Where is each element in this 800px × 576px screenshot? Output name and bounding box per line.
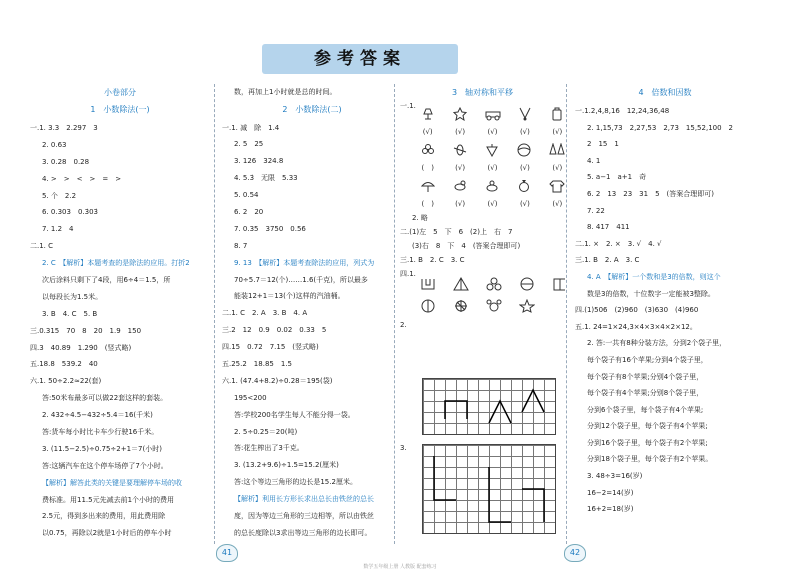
answer-line: 每个袋子有16个苹果;分到4个袋子里， — [587, 355, 708, 364]
answer-line: 五.1. 24=1×24,3×4×3×4×2×12。 — [575, 322, 697, 331]
answer-line: 5. 个 2.2 — [42, 191, 77, 200]
answer-line: 9. 13 【解析】本题考查除法的应用，列式为 — [234, 258, 375, 267]
answer-line: 二.(1)左 5 下 6 (2)上 右 7 — [400, 228, 513, 236]
answer-line: 2 15 1 — [587, 140, 619, 149]
shirt-icon — [549, 178, 565, 194]
answer-line: 4. 1 — [587, 156, 601, 165]
column-1 — [30, 84, 210, 542]
symmetry-mouse-icon — [486, 298, 502, 314]
lamp-icon — [420, 106, 435, 122]
answer-line: 六.1. 50÷2.2≈22(套) — [30, 377, 102, 386]
answer-line: 答:货车每小时比卡车少行驶16千米。 — [42, 428, 159, 437]
answer-mark: (√) — [552, 163, 563, 172]
answer-line: 三.1. B 2. C 3. C — [400, 256, 465, 264]
answer-line: 7. 22 — [587, 206, 605, 215]
answer-mark: (√) — [487, 127, 498, 136]
unit-heading: 4 倍数和因数 — [638, 88, 692, 97]
column-divider — [214, 84, 215, 544]
answer-line: 6. 2 20 — [234, 207, 264, 216]
unit-heading: 2 小数除法(二) — [282, 104, 342, 114]
answer-line: 答:学校200名学生每人不能分得一袋。 — [234, 410, 355, 419]
answer-line: 答:这个等边三角形的边长是15.2厘米。 — [234, 478, 357, 487]
turtle-icon — [485, 178, 500, 194]
answer-line: 16−2=14(岁) — [587, 488, 634, 497]
symmetry-wheel-icon — [453, 298, 469, 314]
symmetry-square-icon — [552, 276, 565, 292]
answer-line: 二.1. C — [30, 242, 54, 251]
answer-line: 分到16个袋子里，每个袋子有2个苹果; — [587, 438, 708, 447]
answer-line: (3)右 8 下 4 (答案合理即可) — [412, 242, 521, 250]
symmetry-grid — [422, 444, 556, 534]
flower-icon — [420, 142, 435, 158]
answer-line: 70÷5.7＝12(个)……1.6(千克)，所以最多 — [234, 275, 368, 284]
answer-mark: ( ) — [421, 199, 434, 208]
translation-grid — [422, 378, 556, 435]
answer-line: 2. 0.63 — [42, 140, 67, 149]
symmetry-flower-icon — [486, 276, 502, 292]
answer-mark: (√) — [455, 127, 466, 136]
tree-icon — [549, 142, 565, 158]
figure-row — [400, 139, 565, 161]
answer-line: 一.1. 减 除 1.4 — [222, 123, 280, 132]
spinning-top-icon — [485, 142, 500, 158]
answer-line: 五.18.8 539.2 40 — [30, 360, 98, 369]
figure-row — [400, 103, 565, 125]
answer-line: 答:这辆汽车在这个停车场停了7个小时。 — [42, 461, 168, 470]
page-number-left: 41 — [216, 544, 238, 562]
answer-mark: (√) — [519, 199, 530, 208]
answer-line: 4. 5.3̇ 无限 5.33 — [234, 174, 298, 183]
answer-mark: (√) — [552, 127, 563, 136]
answer-line: 8. 417 411 — [587, 223, 630, 232]
answer-marks-row — [400, 161, 565, 175]
answer-line: 16+2=18(岁) — [587, 505, 634, 514]
answer-line: 【解析】解答此类的关键是要理解停车场的收 — [42, 478, 182, 487]
answer-mark: ( ) — [421, 163, 434, 172]
bug-icon — [452, 142, 467, 158]
answer-line: 每个袋子有8个苹果;分别4个袋子里， — [587, 372, 704, 381]
symmetry-figures-row — [400, 295, 565, 317]
answer-line: 3. B 4. C 5. B — [42, 309, 98, 318]
answer-line: 2.5元，得到多出来的费用，用此费用除 — [42, 512, 166, 521]
answer-line: 四.(1)506 (2)960 (3)630 (4)960 — [575, 306, 699, 315]
answer-line: 能装12+1＝13(个)这样的汽油桶。 — [234, 292, 345, 301]
column-3 — [400, 84, 565, 329]
answer-line: 的总长度除以3求出等边三角形的边长即可。 — [234, 528, 372, 537]
answer-line: 3. 0.28 0.28 — [42, 157, 90, 166]
symmetry-disc-icon — [420, 298, 436, 314]
answer-mark: (√) — [455, 163, 466, 172]
symmetry-circle-icon — [519, 276, 535, 292]
answer-line: 2. C 【解析】本题考查的是除法的应用。打折2 — [42, 259, 190, 268]
answer-line: 2. 略 — [412, 214, 428, 222]
section-heading: 小卷部分 — [104, 88, 136, 97]
answer-line: 2. 5÷0.25＝20(吨) — [234, 427, 298, 436]
unit-heading: 3 轴对称和平移 — [451, 88, 514, 97]
answer-line: 4. > > < > = > — [42, 174, 122, 183]
answer-line: 7. 0.35 3750 0.56 — [234, 224, 306, 233]
answer-line: 次后涂料只剩下了4段，用6÷4＝1.5，所 — [42, 276, 171, 285]
answer-marks-row — [400, 125, 565, 139]
answer-line: 6. 0.303 0.3̇03̇ — [42, 208, 98, 217]
question-label: 3. — [400, 444, 407, 452]
answer-line: 2. 答:一共有8种分装方法，分到2个袋子里， — [587, 339, 727, 348]
ball-icon — [517, 142, 532, 158]
answer-line: 2. 1,15,73 2,27,53 2,73 15,52,100 2 — [587, 123, 734, 132]
answer-line: 数是3的倍数，十位数字一定能被3整除。 — [587, 289, 715, 298]
answer-line: 四.1. — [400, 270, 416, 278]
answer-line: 二.1. C 2. A 3. B 4. A — [222, 309, 308, 318]
answer-line: 三.0.315 70 8 20 1.9 150 — [30, 326, 142, 335]
answer-mark: (√) — [422, 127, 433, 136]
bird-icon — [452, 178, 467, 194]
answer-line: 四.3 40.89 1.29̇0̇ (竖式略) — [30, 343, 132, 352]
answer-line: 3. 48÷3=16(岁) — [587, 472, 643, 481]
answer-line: 【解析】利用长方形长求出总长由铁丝的总长 — [234, 495, 374, 504]
answer-line: 3. 126 324.8 — [234, 157, 284, 166]
answer-line: 四.15 0.72 7.15 (竖式略) — [222, 343, 319, 352]
answer-line: 分到6个袋子里，每个袋子有4个苹果; — [587, 405, 704, 414]
answer-line: 二.1. × 2. × 3. √ 4. √ — [575, 239, 662, 248]
answer-line: 8. 7 — [234, 241, 248, 250]
unit-heading: 1 小数除法(一) — [90, 105, 150, 114]
answer-line: 3. (11.5−2.5)÷0.75÷2+1＝7(小时) — [42, 444, 162, 453]
answer-mark: (√) — [487, 199, 498, 208]
figure-row — [400, 175, 565, 197]
column-2 — [222, 84, 402, 542]
title-banner — [262, 44, 458, 74]
answer-line: 答:50米布最多可以做22套这样的套装。 — [42, 394, 168, 403]
answer-line: 4. A 【解析】一个数和是3的倍数，则这个 — [587, 272, 721, 281]
ring-icon — [517, 178, 532, 194]
answer-line: 一.1.2,4,8,16 12,24,36,48 — [575, 107, 670, 115]
text-line: 数，再加上1小时就是总的时间。 — [234, 88, 337, 96]
answer-line: 7. 1.2 4 — [42, 225, 74, 234]
star-icon — [452, 106, 467, 122]
answer-line: 六.1. (47.4+8.2)÷0.28＝195(袋) — [222, 376, 333, 385]
answer-mark: (√) — [519, 163, 530, 172]
question-label: 一.1. — [400, 102, 416, 110]
answer-line: 5. 0.54 — [234, 191, 259, 200]
answer-mark: (√) — [487, 163, 498, 172]
page-number-right: 42 — [564, 544, 586, 562]
answer-line: 度，因为等边三角形的三边相等，所以由铁丝 — [234, 511, 374, 520]
answer-line: 一.1. 3.3 2.297 3 — [30, 124, 98, 132]
answer-mark: (√) — [519, 127, 530, 136]
answer-line: 五.25.2 18.85 1.5 — [222, 359, 292, 368]
column-divider — [566, 84, 567, 544]
column-4 — [575, 84, 755, 518]
footer-text: 数学五年级上册 人教版 配套练习 — [363, 564, 437, 570]
answer-line: 答:花生榨出了3千克。 — [234, 444, 304, 453]
answer-marks-row — [400, 197, 565, 211]
symmetry-star-icon — [519, 298, 535, 314]
answer-line: 分到18个袋子里，每个袋子有2个苹果。 — [587, 455, 713, 464]
answer-line: 195<200 — [234, 393, 267, 402]
answer-line: 分到12个袋子里，每个袋子有4个苹果; — [587, 422, 708, 431]
symmetry-figures-row — [400, 273, 565, 295]
answer-mark: (√) — [552, 199, 563, 208]
answer-line: 每个袋子有4个苹果;分别8个袋子里， — [587, 389, 704, 398]
answer-mark: (√) — [455, 199, 466, 208]
symmetry-triangle-icon — [453, 276, 469, 292]
umbrella-icon — [420, 178, 435, 194]
question-label: 2. — [400, 321, 407, 329]
shuttlecock-icon — [518, 106, 533, 122]
bottle-icon — [550, 106, 565, 122]
answer-line: 以0.75，再除以2就是1小时后的停车小时 — [42, 529, 172, 538]
answer-line: 2. 5 25 — [234, 140, 264, 149]
car-icon — [485, 106, 501, 122]
answer-line: 费标准。用11.5元先减去前1个小时的费用 — [42, 495, 175, 504]
answer-line: 2. 432÷4.5−432÷5.4＝16(千米) — [42, 411, 153, 420]
answer-line: 以每段长为1.5米。 — [42, 292, 103, 301]
answer-line: 3. (13.2+9.6)÷1.5=15.2(厘米) — [234, 461, 339, 470]
page-title: 参考答案 — [314, 49, 406, 69]
answer-line: 5. a−1 a+1 奇 — [587, 173, 647, 182]
symmetry-shape-icon — [420, 276, 436, 292]
answer-line: 三.2 12 0.9 0.02 0.33 5 — [222, 326, 327, 335]
answer-line: 三.1. B 2. A 3. C — [575, 256, 640, 265]
answer-line: 6. 2 13 23 31 5 (答案合理即可) — [587, 189, 714, 198]
